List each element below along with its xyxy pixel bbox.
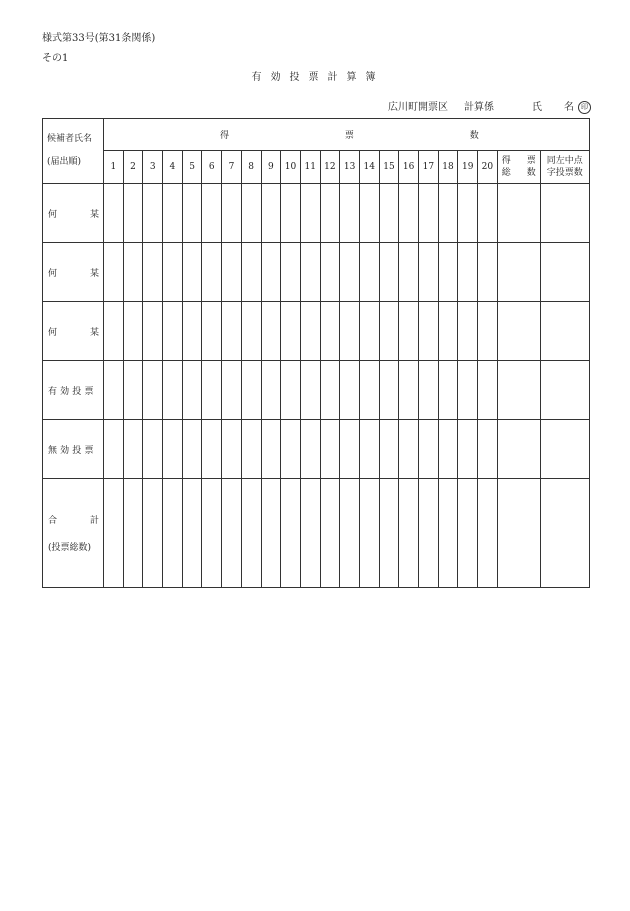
tally-cell[interactable] [202, 479, 222, 588]
tally-cell[interactable] [320, 361, 340, 420]
tally-cell[interactable] [241, 302, 261, 361]
tally-cell[interactable] [478, 361, 498, 420]
grand-total-sub-label: (投票総数) [48, 543, 92, 553]
table-row [43, 243, 590, 302]
column-number: 12 [320, 151, 340, 184]
tally-cell[interactable] [419, 184, 439, 243]
tally-cell[interactable] [458, 479, 478, 588]
tally-cell[interactable] [478, 420, 498, 479]
tally-cell[interactable] [261, 479, 281, 588]
tally-cell[interactable] [163, 243, 183, 302]
tally-cell[interactable] [478, 302, 498, 361]
column-number: 13 [340, 151, 360, 184]
votes-header-char-1: 得 [220, 131, 230, 141]
tally-cell[interactable] [222, 184, 242, 243]
total-votes-cell[interactable] [497, 243, 540, 302]
candidate-label-char: 某 [89, 327, 99, 338]
tally-cell[interactable] [182, 479, 202, 588]
tally-cell[interactable] [300, 243, 320, 302]
tally-cell[interactable] [281, 420, 301, 479]
column-number: 10 [281, 151, 301, 184]
tally-cell[interactable] [458, 420, 478, 479]
table-row [43, 184, 590, 243]
tally-cell[interactable] [143, 302, 163, 361]
tally-cell[interactable] [281, 302, 301, 361]
midpoint-votes-cell[interactable] [540, 243, 589, 302]
tally-cell[interactable] [241, 420, 261, 479]
candidate-label [43, 243, 104, 302]
tally-cell[interactable] [123, 184, 143, 243]
tally-cell[interactable] [281, 479, 301, 588]
table-row [43, 302, 590, 361]
tally-cell[interactable] [359, 361, 379, 420]
tally-cell[interactable] [182, 361, 202, 420]
tally-cell[interactable] [104, 361, 124, 420]
table-row [43, 361, 590, 420]
tally-cell[interactable] [359, 184, 379, 243]
tally-cell[interactable] [379, 184, 399, 243]
votes-header-char-2: 票 [344, 131, 354, 141]
tally-cell[interactable] [104, 243, 124, 302]
candidate-label-char: 何 [48, 327, 58, 338]
grand-total-label-char: 合 [48, 516, 58, 526]
grand-total-label [43, 479, 104, 588]
total-votes-header-char: 票 [526, 156, 536, 166]
tally-cell[interactable] [320, 184, 340, 243]
midpoint-votes-header-line1: 同左中点 [546, 156, 583, 166]
total-votes-cell[interactable] [497, 302, 540, 361]
tally-cell[interactable] [163, 479, 183, 588]
tally-cell[interactable] [182, 302, 202, 361]
page-title: 有効投票計算簿 [251, 72, 385, 83]
tally-cell[interactable] [104, 420, 124, 479]
column-number: 17 [419, 151, 439, 184]
tally-cell[interactable] [359, 243, 379, 302]
tally-cell[interactable] [478, 479, 498, 588]
tally-cell[interactable] [163, 361, 183, 420]
tally-cell[interactable] [320, 420, 340, 479]
tally-cell[interactable] [458, 361, 478, 420]
total-votes-header-char: 数 [526, 168, 536, 178]
tally-cell[interactable] [320, 243, 340, 302]
tally-cell[interactable] [419, 361, 439, 420]
tally-cell[interactable] [458, 243, 478, 302]
seal-icon: 印 [578, 101, 591, 114]
tally-cell[interactable] [340, 420, 360, 479]
total-votes-cell[interactable] [497, 479, 540, 588]
valid-votes-label: 有効投票 [43, 361, 104, 420]
grand-total-label-char: 計 [89, 516, 99, 526]
invalid-votes-label: 無効投票 [43, 420, 104, 479]
tally-cell[interactable] [261, 243, 281, 302]
tally-cell[interactable] [143, 361, 163, 420]
vote-count-table [42, 118, 590, 588]
tally-cell[interactable] [222, 420, 242, 479]
tally-cell[interactable] [182, 420, 202, 479]
surname-label: 氏 [532, 102, 542, 113]
column-number: 4 [163, 151, 183, 184]
tally-cell[interactable] [222, 479, 242, 588]
tally-cell[interactable] [478, 243, 498, 302]
tally-cell[interactable] [281, 361, 301, 420]
column-number: 18 [438, 151, 458, 184]
tally-cell[interactable] [379, 243, 399, 302]
tally-cell[interactable] [419, 243, 439, 302]
signature-line [388, 98, 591, 114]
tally-cell[interactable] [419, 420, 439, 479]
tally-cell[interactable] [300, 420, 320, 479]
tally-cell[interactable] [379, 420, 399, 479]
candidate-label-char: 某 [89, 209, 99, 220]
tally-cell[interactable] [261, 420, 281, 479]
tally-cell[interactable] [143, 243, 163, 302]
tally-cell[interactable] [222, 361, 242, 420]
column-number: 1 [104, 151, 124, 184]
tally-cell[interactable] [359, 479, 379, 588]
column-number-row [43, 151, 590, 184]
tally-cell[interactable] [104, 302, 124, 361]
column-number: 20 [478, 151, 498, 184]
candidate-label [43, 302, 104, 361]
table-row [43, 420, 590, 479]
tally-cell[interactable] [241, 243, 261, 302]
tally-cell[interactable] [399, 361, 419, 420]
tally-cell[interactable] [261, 361, 281, 420]
clerk-label: 計算係 [464, 102, 494, 113]
tally-cell[interactable] [300, 361, 320, 420]
tally-cell[interactable] [438, 184, 458, 243]
column-number: 9 [261, 151, 281, 184]
tally-cell[interactable] [123, 302, 143, 361]
tally-cell[interactable] [123, 361, 143, 420]
tally-cell[interactable] [438, 302, 458, 361]
tally-cell[interactable] [202, 420, 222, 479]
tally-cell[interactable] [340, 184, 360, 243]
tally-cell[interactable] [123, 420, 143, 479]
tally-cell[interactable] [379, 479, 399, 588]
midpoint-votes-header-line2: 字投票数 [546, 168, 583, 178]
tally-cell[interactable] [261, 302, 281, 361]
candidate-label [43, 184, 104, 243]
candidate-label-char: 某 [89, 268, 99, 279]
tally-cell[interactable] [123, 243, 143, 302]
tally-cell[interactable] [419, 479, 439, 588]
tally-cell[interactable] [241, 184, 261, 243]
column-number: 19 [458, 151, 478, 184]
tally-cell[interactable] [458, 302, 478, 361]
tally-cell[interactable] [202, 243, 222, 302]
column-number: 3 [143, 151, 163, 184]
midpoint-votes-cell[interactable] [540, 302, 589, 361]
tally-cell[interactable] [104, 479, 124, 588]
tally-cell[interactable] [222, 302, 242, 361]
tally-cell[interactable] [438, 479, 458, 588]
column-number: 5 [182, 151, 202, 184]
column-number: 11 [300, 151, 320, 184]
tally-cell[interactable] [399, 302, 419, 361]
tally-cell[interactable] [281, 243, 301, 302]
tally-cell[interactable] [379, 361, 399, 420]
tally-cell[interactable] [202, 184, 222, 243]
tally-cell[interactable] [143, 184, 163, 243]
column-number: 6 [202, 151, 222, 184]
tally-cell[interactable] [340, 361, 360, 420]
tally-cell[interactable] [300, 302, 320, 361]
midpoint-votes-cell[interactable] [540, 479, 589, 588]
tally-cell[interactable] [300, 184, 320, 243]
total-votes-cell[interactable] [497, 361, 540, 420]
midpoint-votes-cell[interactable] [540, 420, 589, 479]
tally-cell[interactable] [359, 302, 379, 361]
tally-cell[interactable] [202, 361, 222, 420]
tally-cell[interactable] [241, 361, 261, 420]
midpoint-votes-cell[interactable] [540, 361, 589, 420]
tally-cell[interactable] [399, 479, 419, 588]
tally-cell[interactable] [399, 184, 419, 243]
district-name: 広川町開票区 [388, 102, 448, 113]
tally-cell[interactable] [123, 479, 143, 588]
candidate-name-header-line2: (届出順) [47, 157, 82, 167]
tally-cell[interactable] [143, 479, 163, 588]
tally-cell[interactable] [281, 184, 301, 243]
tally-cell[interactable] [458, 184, 478, 243]
midpoint-votes-cell[interactable] [540, 184, 589, 243]
tally-cell[interactable] [202, 302, 222, 361]
total-votes-cell[interactable] [497, 184, 540, 243]
form-number-label: 様式第33号(第31条関係) [42, 33, 156, 44]
candidate-name-header [43, 119, 104, 184]
table-row [43, 479, 590, 588]
tally-cell[interactable] [163, 302, 183, 361]
tally-cell[interactable] [379, 302, 399, 361]
tally-cell[interactable] [399, 243, 419, 302]
candidate-name-header-line1: 候補者氏名 [47, 134, 93, 144]
given-name-label: 名 [564, 102, 574, 113]
tally-cell[interactable] [438, 243, 458, 302]
candidate-label-char: 何 [48, 268, 58, 279]
column-number: 2 [123, 151, 143, 184]
total-votes-header-char: 得 [501, 156, 511, 166]
tally-cell[interactable] [182, 243, 202, 302]
votes-header [104, 119, 590, 151]
column-number: 8 [241, 151, 261, 184]
tally-cell[interactable] [241, 479, 261, 588]
tally-cell[interactable] [163, 184, 183, 243]
tally-cell[interactable] [340, 243, 360, 302]
tally-cell[interactable] [340, 479, 360, 588]
tally-cell[interactable] [438, 361, 458, 420]
midpoint-votes-header [540, 151, 589, 184]
column-number: 15 [379, 151, 399, 184]
column-number: 14 [359, 151, 379, 184]
tally-cell[interactable] [163, 420, 183, 479]
total-votes-cell[interactable] [497, 420, 540, 479]
tally-cell[interactable] [419, 302, 439, 361]
tally-cell[interactable] [359, 420, 379, 479]
column-number: 7 [222, 151, 242, 184]
total-votes-header [497, 151, 540, 184]
tally-cell[interactable] [438, 420, 458, 479]
tally-cell[interactable] [104, 184, 124, 243]
candidate-label-char: 何 [48, 209, 58, 220]
part-label: その1 [42, 53, 69, 64]
column-number: 16 [399, 151, 419, 184]
tally-cell[interactable] [143, 420, 163, 479]
tally-cell[interactable] [340, 302, 360, 361]
tally-cell[interactable] [300, 479, 320, 588]
tally-cell[interactable] [320, 302, 340, 361]
tally-cell[interactable] [399, 420, 419, 479]
tally-cell[interactable] [222, 243, 242, 302]
tally-cell[interactable] [261, 184, 281, 243]
tally-cell[interactable] [478, 184, 498, 243]
votes-header-char-3: 数 [469, 131, 479, 141]
tally-cell[interactable] [182, 184, 202, 243]
total-votes-header-char: 総 [501, 168, 511, 178]
tally-cell[interactable] [320, 479, 340, 588]
